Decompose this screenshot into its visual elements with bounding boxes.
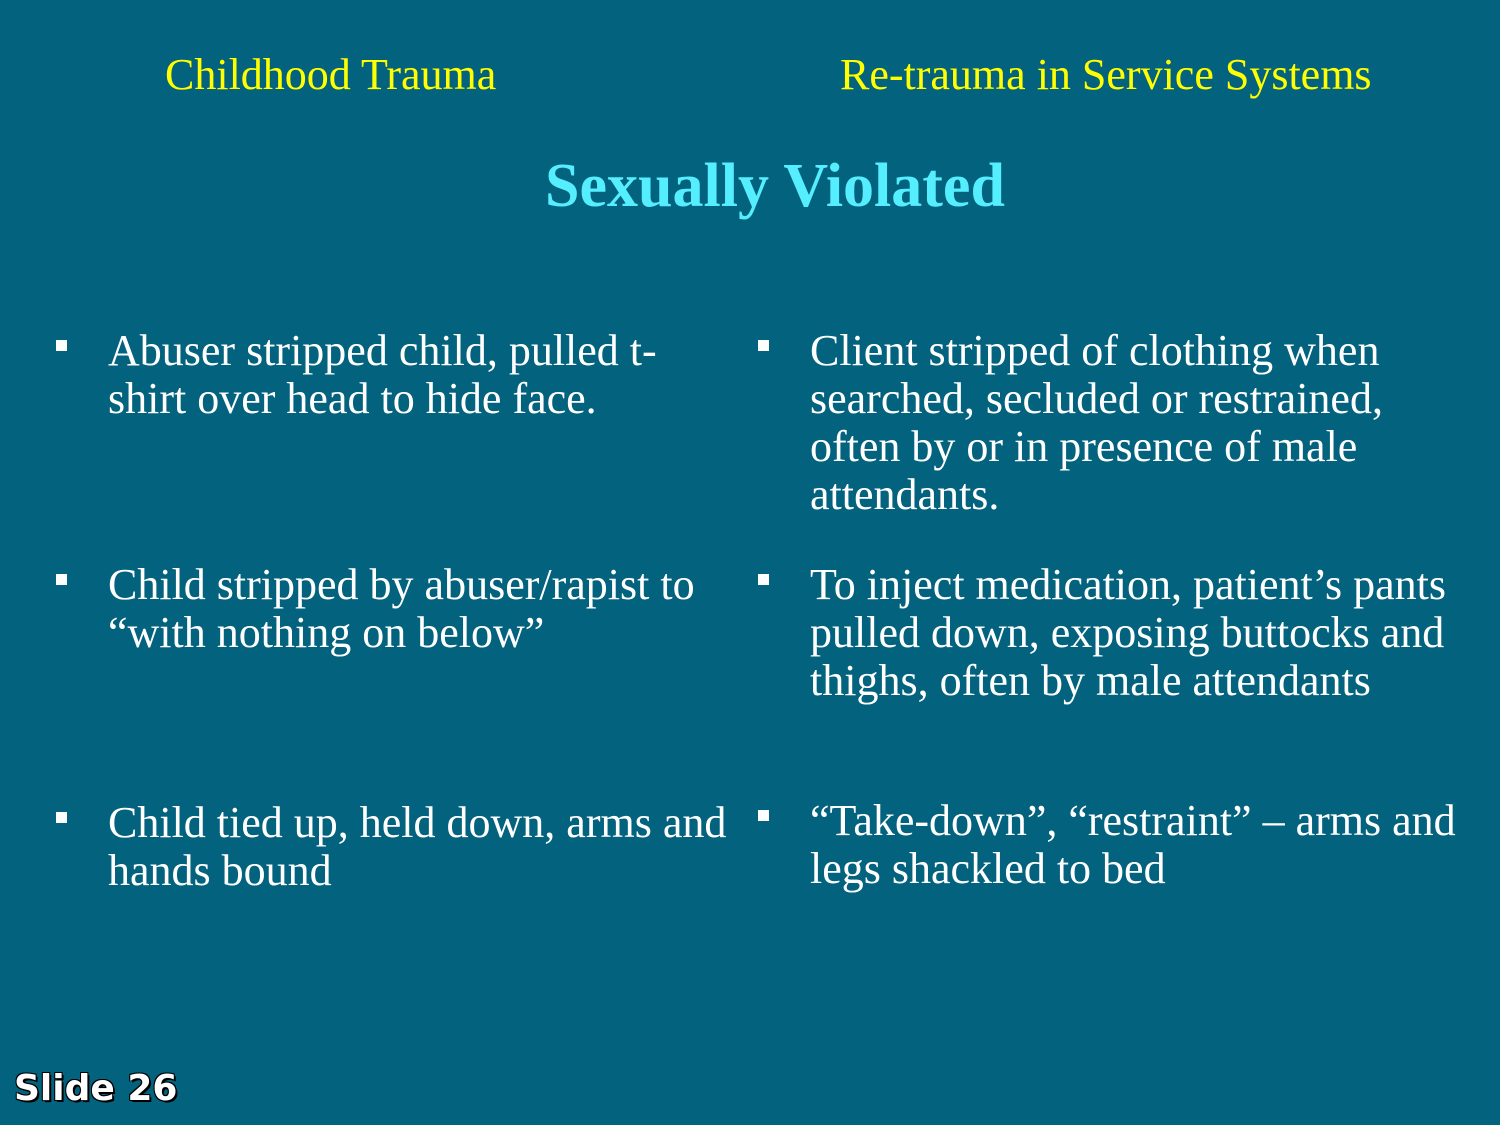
left-item-2 <box>108 561 728 657</box>
right-item-1 <box>810 327 1460 519</box>
right-item-2 <box>810 561 1460 705</box>
left-item-3 <box>108 799 728 895</box>
slide-title: Sexually Violated <box>545 152 1005 220</box>
right-item-3-text: “Take-down”, “restraint” – arms and legs shackled to bed <box>810 796 1456 893</box>
right-item-1-text: Client stripped of clothing when searched, secluded or restrained, often by or in presence of male attendants. <box>810 326 1383 519</box>
left-item-3-text: Child tied up, held down, arms and hands bound <box>108 798 727 895</box>
left-item-2-text: Child stripped by abuser/rapist to “with nothing on below” <box>108 560 695 657</box>
right-column-header: Re-trauma in Service Systems <box>840 50 1372 99</box>
left-item-1-text: Abuser stripped child, pulled t-shirt over head to hide face. <box>108 326 657 423</box>
square-bullet-icon <box>56 574 67 585</box>
square-bullet-icon <box>56 812 67 823</box>
right-item-2-text: To inject medication, patient’s pants pulled down, exposing buttocks and thighs, often by male attendants <box>810 560 1446 705</box>
slide-number: Slide 26 <box>14 1068 178 1109</box>
square-bullet-icon <box>56 340 67 351</box>
square-bullet-icon <box>758 810 769 821</box>
left-column-header: Childhood Trauma <box>165 50 497 99</box>
right-item-3 <box>810 797 1460 893</box>
square-bullet-icon <box>758 340 769 351</box>
square-bullet-icon <box>758 574 769 585</box>
left-item-1 <box>108 327 728 423</box>
